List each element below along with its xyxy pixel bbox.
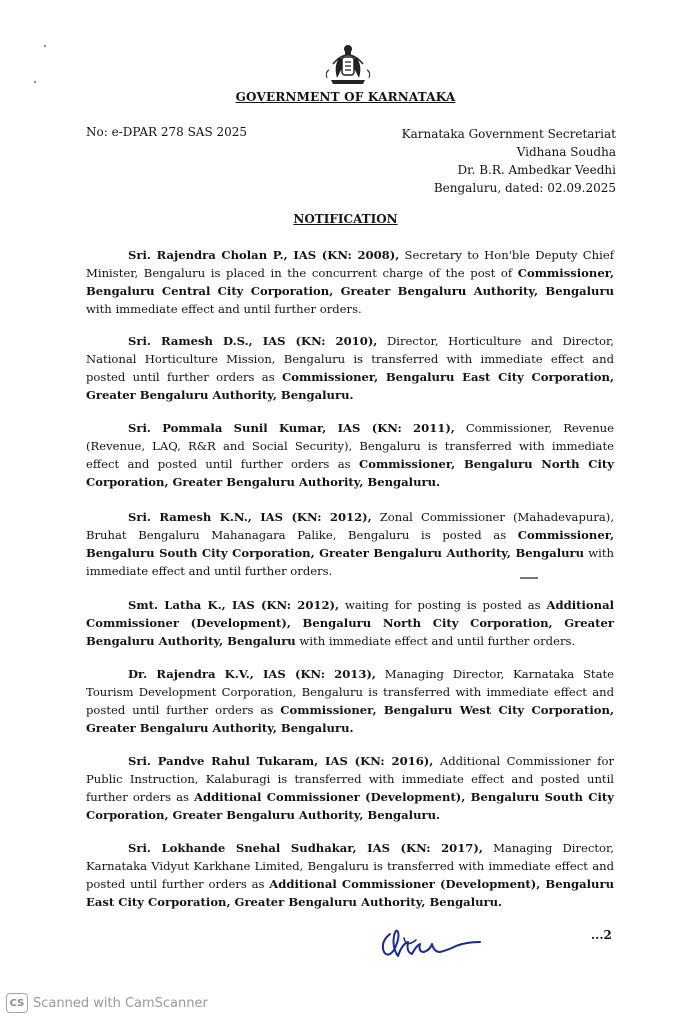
posting-paragraph (86, 419, 614, 491)
posting-text: Director, Horticulture and Director, National Horticulture Mission, Bengaluru is transferred with immediate effect and posted until further orders as (86, 334, 614, 384)
officer-name: Smt. Latha K., IAS (KN: 2012), (128, 598, 340, 612)
fold-mark (520, 577, 538, 579)
posting-text: Managing Director, Karnataka State Tourism Development Corporation, Bengaluru is transferred with immediate effect and posted until further orders as (86, 667, 615, 717)
posting-post: Commissioner, Bengaluru Central City Corporation, Greater Bengaluru Authority, Bengaluru (86, 266, 614, 298)
posting-post: Additional Commissioner (Development), Bengaluru East City Corporation, Greater Bengaluru Authority, Bengaluru. (86, 877, 614, 909)
posting-paragraph (86, 665, 614, 737)
page-continuation: ...2 (591, 928, 612, 942)
posting-text: Secretary to Hon'ble Deputy Chief Minister, Bengaluru is placed in the concurrent charge of the post of (86, 248, 614, 280)
posting-text: with immediate effect and until further orders. (86, 302, 362, 316)
posting-post: Commissioner, Bengaluru West City Corporation, Greater Bengaluru Authority, Bengaluru. (86, 703, 615, 735)
posting-paragraph (86, 508, 614, 578)
scan-speck (34, 81, 36, 83)
officer-name: Sri. Pandve Rahul Tukaram, IAS (KN: 2016), (128, 754, 434, 768)
officer-name: Sri. Ramesh K.N., IAS (KN: 2012), (128, 510, 372, 524)
posting-text: Zonal Commissioner (Mahadevapura), Bruhat Bengaluru Mahanagara Palike, Bengaluru is posted as (86, 510, 614, 542)
posting-text: Commissioner, Revenue (Revenue, LAQ, R&R and Social Security), Bengaluru is transferred with immediate effect and posted until further orders as (86, 421, 614, 471)
posting-post: Commissioner, Bengaluru East City Corporation, Greater Bengaluru Authority, Bengaluru. (86, 370, 614, 402)
state-emblem-icon (323, 42, 373, 86)
officer-name: Sri. Ramesh D.S., IAS (KN: 2010), (128, 334, 378, 348)
reference-number: No: e-DPAR 278 SAS 2025 (86, 125, 248, 139)
posting-text: with immediate effect and until further orders. (86, 546, 614, 578)
signature-icon (376, 924, 486, 962)
address-line: Vidhana Soudha (516, 145, 616, 159)
posting-post: Commissioner, Bengaluru North City Corporation, Greater Bengaluru Authority, Bengaluru. (86, 457, 614, 489)
officer-name: Sri. Pommala Sunil Kumar, IAS (KN: 2011), (128, 421, 455, 435)
government-title: GOVERNMENT OF KARNATAKA (235, 90, 456, 104)
posting-text: Managing Director, Karnataka Vidyut Karkhane Limited, Bengaluru is transferred with immediate effect and posted until further orders as (86, 841, 614, 891)
posting-post: Commissioner, Bengaluru South City Corporation, Greater Bengaluru Authority, Bengaluru (86, 528, 614, 560)
posting-paragraph (86, 246, 614, 318)
address-line: Dr. B.R. Ambedkar Veedhi (457, 163, 616, 177)
posting-post: Additional Commissioner (Development), Bengaluru South City Corporation, Greater Bengaluru Authority, Bengaluru. (86, 790, 614, 822)
address-line: Karnataka Government Secretariat (401, 127, 616, 141)
posting-text: with immediate effect and until further orders. (295, 634, 576, 648)
scan-speck (44, 45, 46, 47)
officer-name: Dr. Rajendra K.V., IAS (KN: 2013), (128, 667, 376, 681)
posting-paragraph (86, 752, 614, 824)
camscanner-watermark (6, 992, 208, 1014)
officer-name: Sri. Rajendra Cholan P., IAS (KN: 2008), (128, 248, 400, 262)
posting-paragraph (86, 596, 614, 650)
posting-text: waiting for posting is posted as (339, 598, 547, 612)
posting-text: Additional Commissioner for Public Instruction, Kalaburagi is transferred with immediate effect and posted until further orders as (86, 754, 614, 804)
watermark-text: Scanned with CamScanner (33, 995, 208, 1011)
posting-paragraph (86, 332, 614, 404)
sender-address (370, 125, 616, 197)
posting-post: Additional Commissioner (Development), Bengaluru North City Corporation, Greater Bengaluru Authority, Bengaluru (86, 598, 614, 648)
address-line-date: Bengaluru, dated: 02.09.2025 (433, 181, 616, 195)
posting-paragraph (86, 839, 614, 911)
officer-name: Sri. Lokhande Snehal Sudhakar, IAS (KN: 2017), (128, 841, 483, 855)
camscanner-logo-icon: CS (6, 993, 28, 1013)
notification-heading: NOTIFICATION (293, 212, 398, 226)
